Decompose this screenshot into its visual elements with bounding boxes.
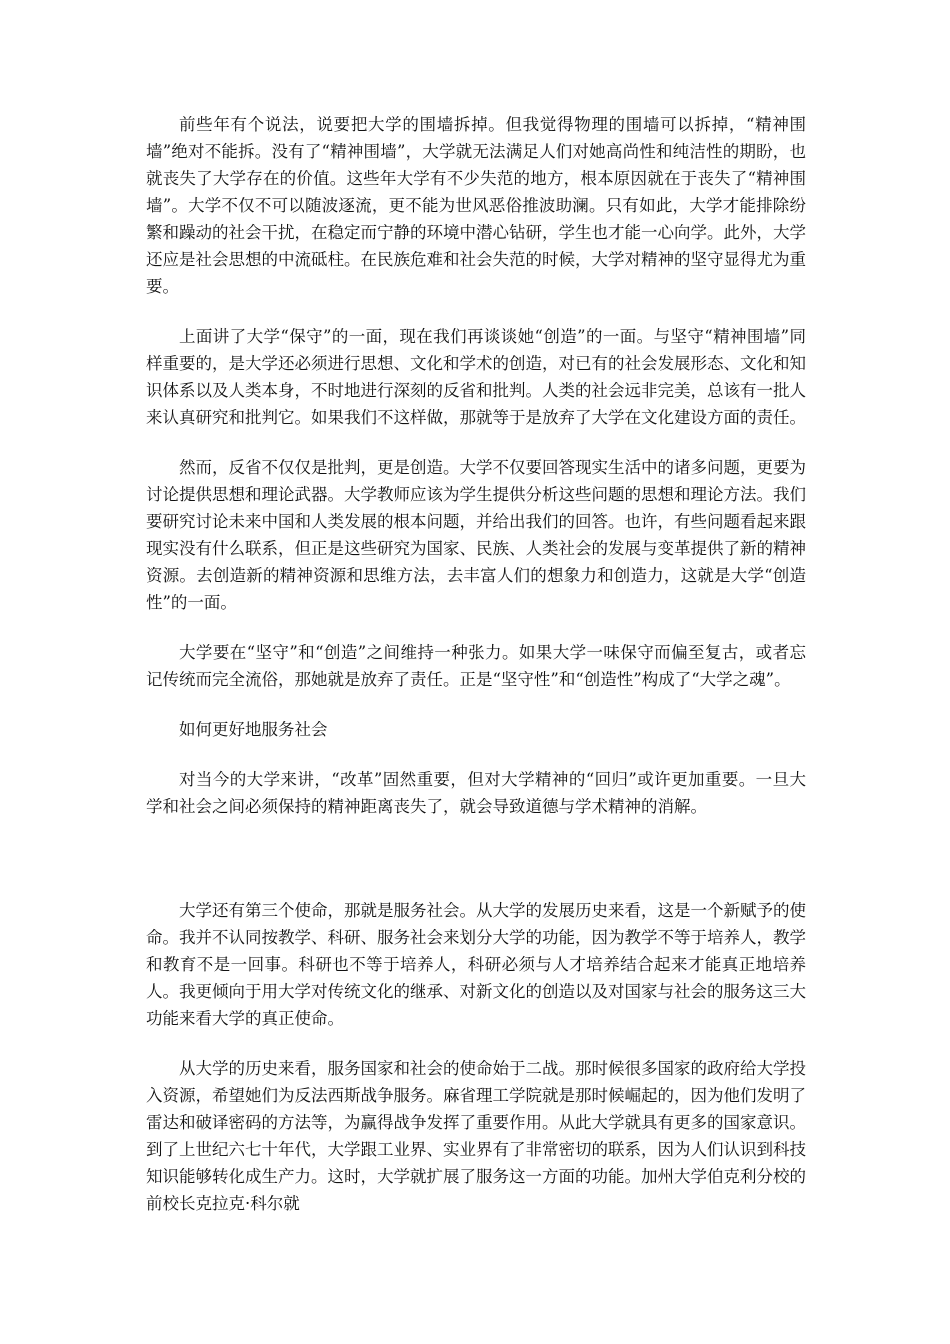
paragraph: 上面讲了大学“保守”的一面，现在我们再谈谈她“创造”的一面。与坚守“精神围墙”同样重要的，是大学还必须进行思想、文化和学术的创造，对已有的社会发展形态、文化和知识体系以及人类本身，不时地进行深刻的反省和批判。人类的社会远非完美，总该有一批人来认真研究和批判它。如果我们不这样做，那就等于是放弃了大学在文化建设方面的责任。 [146,327,806,427]
section-heading: 如何更好地服务社会 [179,720,328,739]
paragraph: 从大学的历史来看，服务国家和社会的使命始于二战。那时候很多国家的政府给大学投入资源，希望她们为反法西斯战争服务。麻省理工学院就是那时候崛起的，因为他们发明了雷达和破译密码的方法等，为赢得战争发挥了重要作用。从此大学就具有更多的国家意识。到了上世纪六七十年代，大学跟工业界、实业界有了非常密切的联系，因为人们认识到科技知识能够转化成生产力。这时，大学就扩展了服务这一方面的功能。加州大学伯克利分校的前校长克拉克·科尔就 [146,1059,806,1213]
paragraph: 对当今的大学来讲，“改革”固然重要，但对大学精神的“回归”或许更加重要。一旦大学和社会之间必须保持的精神距离丧失了，就会导致道德与学术精神的消解。 [146,770,806,816]
paragraph: 然而，反省不仅仅是批判，更是创造。大学不仅要回答现实生活中的诸多问题，更要为讨论提供思想和理论武器。大学教师应该为学生提供分析这些问题的思想和理论方法。我们要研究讨论未来中国和人类发展的根本问题，并给出我们的回答。也许，有些问题看起来跟现实没有什么联系，但正是这些研究为国家、民族、人类社会的发展与变革提供了新的精神资源。去创造新的精神资源和思维方法，去丰富人们的想象力和创造力，这就是大学“创造性”的一面。 [146,458,806,612]
paragraph: 大学还有第三个使命，那就是服务社会。从大学的发展历史来看，这是一个新赋予的使命。我并不认同按教学、科研、服务社会来划分大学的功能，因为教学不等于培养人，教学和教育不是一回事。科研也不等于培养人，科研必须与人才培养结合起来才能真正地培养人。我更倾向于用大学对传统文化的继承、对新文化的创造以及对国家与社会的服务这三大功能来看大学的真正使命。 [146,901,806,1028]
paragraph: 前些年有个说法，说要把大学的围墙拆掉。但我觉得物理的围墙可以拆掉，“精神围墙”绝对不能拆。没有了“精神围墙”，大学就无法满足人们对她高尚性和纯洁性的期盼，也就丧失了大学存在的价值。这些年大学有不少失范的地方，根本原因就在于丧失了“精神围墙”。大学不仅不可以随波逐流，更不能为世风恶俗推波助澜。只有如此，大学才能排除纷繁和躁动的社会干扰，在稳定而宁静的环境中潜心钻研，学生也才能一心向学。此外，大学还应是社会思想的中流砥柱。在民族危难和社会失范的时候，大学对精神的坚守显得尤为重要。 [146,115,806,296]
document-body [146,111,806,1240]
paragraph: 大学要在“坚守”和“创造”之间维持一种张力。如果大学一味保守而偏至复古，或者忘记传统而完全流俗，那她就是放弃了责任。正是“坚守性”和“创造性”构成了“大学之魂”。 [146,643,806,689]
blank-space [146,843,806,897]
